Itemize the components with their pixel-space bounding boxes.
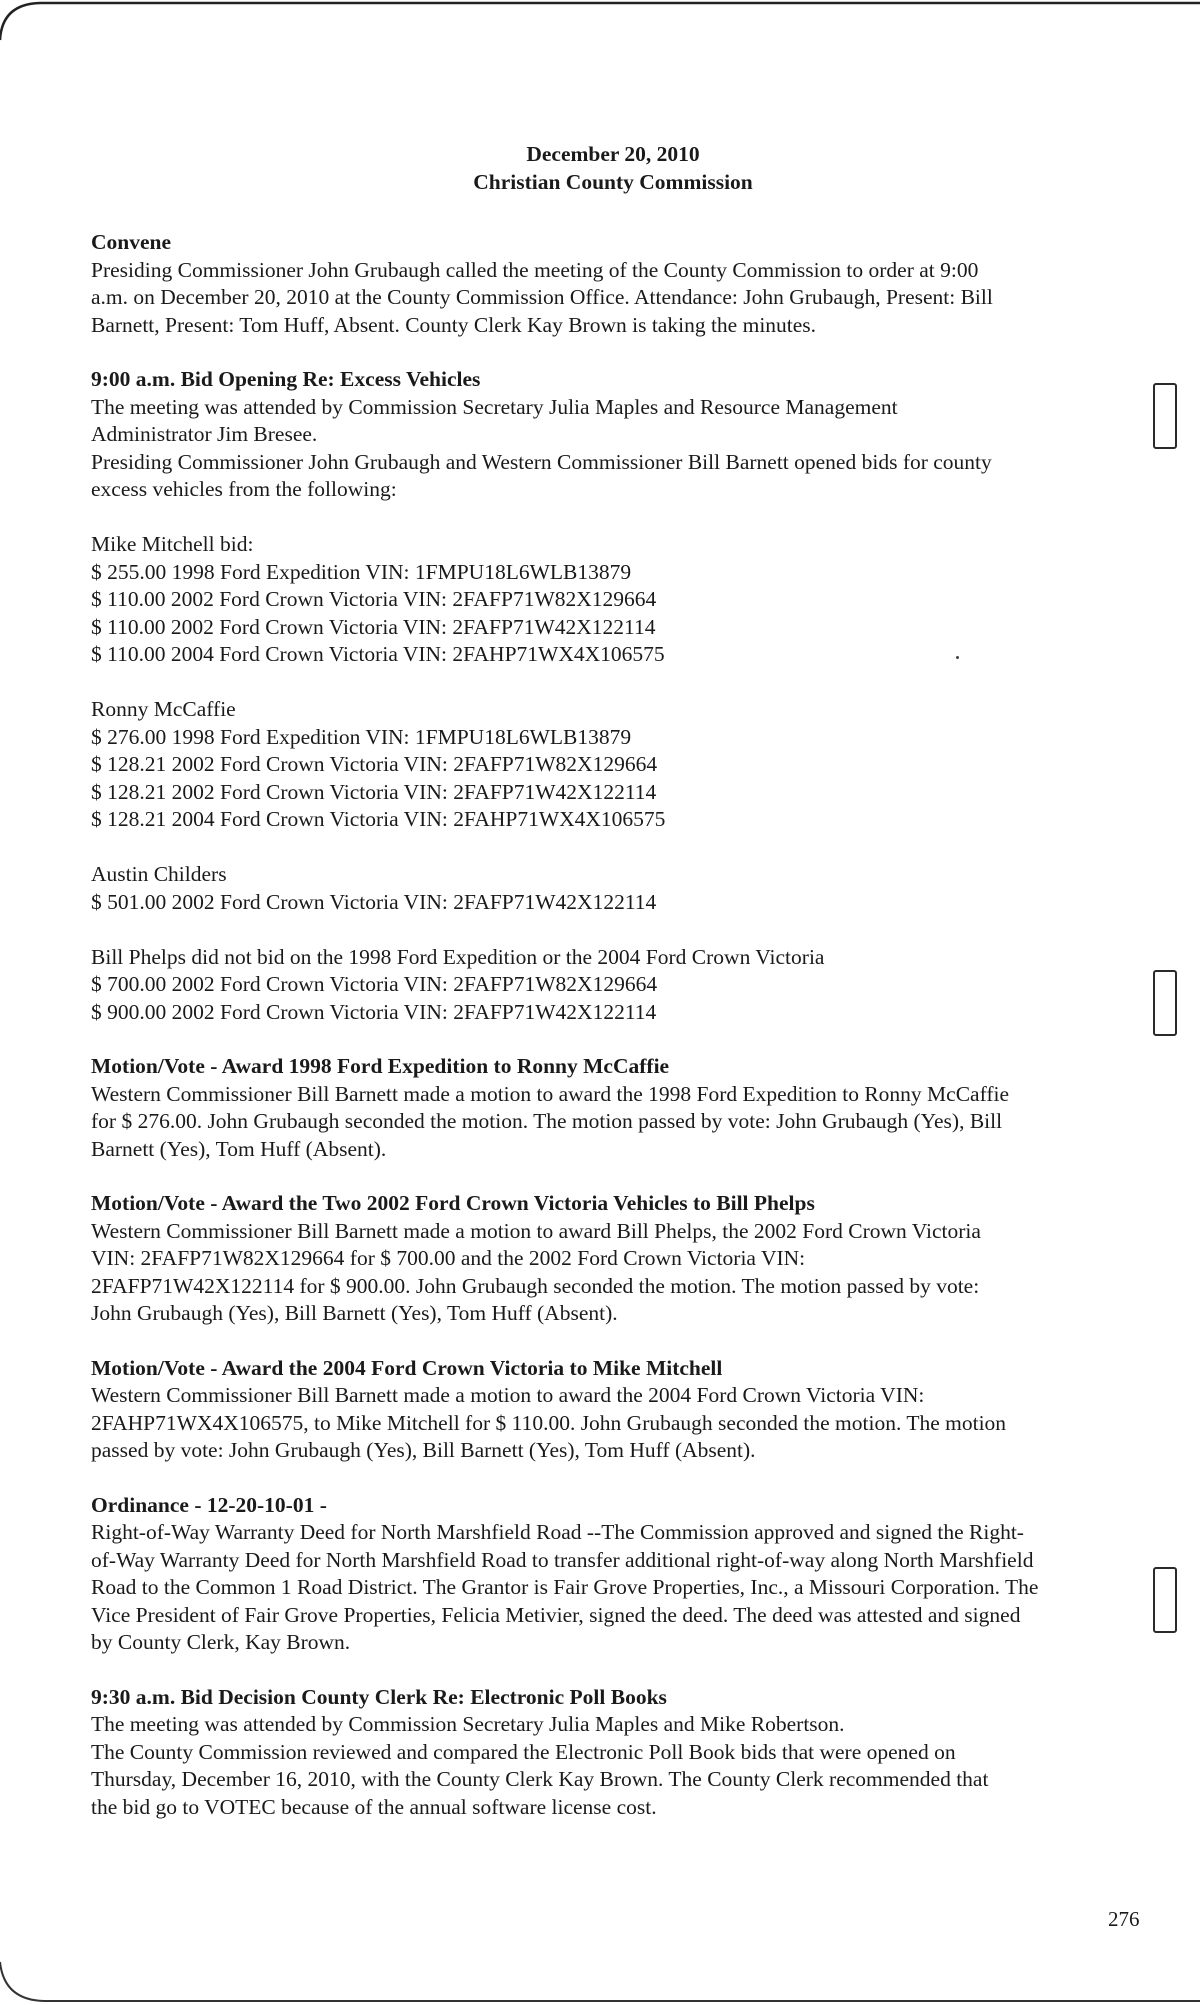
section-motion-expedition xyxy=(91,1053,1151,1163)
bidder-name: Bill Phelps did not bid on the 1998 Ford Expedition or the 2004 Ford Crown Victoria xyxy=(91,944,825,969)
page-bottom-border xyxy=(0,1962,1200,2001)
bid-line: $ 700.00 2002 Ford Crown Victoria VIN: 2FAFP71W82X129664 xyxy=(91,972,658,996)
paragraph-line: The meeting was attended by Commission Secretary Julia Maples and Resource Management xyxy=(91,394,898,419)
paragraph-line: John Grubaugh (Yes), Bill Barnett (Yes), Tom Huff (Absent). xyxy=(91,1301,618,1325)
section-heading: 9:00 a.m. Bid Opening Re: Excess Vehicles xyxy=(91,367,481,391)
paragraph-line: Road to the Common 1 Road District. The Grantor is Fair Grove Properties, Inc., a Missouri Corporation. The xyxy=(91,1575,1039,1599)
minutes-document xyxy=(91,140,1151,1821)
paragraph-line: The meeting was attended by Commission Secretary Julia Maples and Mike Robertson. xyxy=(91,1712,845,1736)
page-number: 276 xyxy=(1108,1907,1140,1931)
paragraph-line: Presiding Commissioner John Grubaugh and Western Commissioner Bill Barnett opened bids for county xyxy=(91,449,992,474)
section-convene xyxy=(91,229,1151,339)
bidder-block xyxy=(91,696,1151,834)
bidder-block xyxy=(91,944,1151,1027)
section-heading: Convene xyxy=(91,230,172,254)
bid-line: $ 900.00 2002 Ford Crown Victoria VIN: 2FAFP71W42X122114 xyxy=(91,999,657,1024)
paragraph-line: for $ 276.00. John Grubaugh seconded the motion. The motion passed by vote: John Grubaugh (Yes), Bill xyxy=(91,1109,1003,1133)
bidder-name: Mike Mitchell bid: xyxy=(91,532,254,556)
paragraph-line: of-Way Warranty Deed for North Marshfield Road to transfer additional right-of-way along North Marshfield xyxy=(91,1547,1034,1572)
section-ordinance xyxy=(91,1492,1151,1657)
paragraph-line: the bid go to VOTEC because of the annual software license cost. xyxy=(91,1794,657,1819)
margin-bracket xyxy=(1153,383,1177,449)
paragraph-line: excess vehicles from the following: xyxy=(91,477,397,501)
bid-line: $ 276.00 1998 Ford Expedition VIN: 1FMPU18L6WLB13879 xyxy=(91,724,632,749)
section-poll-books xyxy=(91,1684,1151,1822)
commission-name: Christian County Commission xyxy=(473,170,753,194)
bidder-block xyxy=(91,531,1151,669)
bid-line: $ 110.00 2004 Ford Crown Victoria VIN: 2FAHP71WX4X106575 xyxy=(91,642,665,666)
paragraph-line: Administrator Jim Bresee. xyxy=(91,422,318,446)
section-heading: 9:30 a.m. Bid Decision County Clerk Re: Electronic Poll Books xyxy=(91,1684,667,1709)
section-heading: Motion/Vote - Award the 2004 Ford Crown Victoria to Mike Mitchell xyxy=(91,1355,723,1380)
section-heading: Motion/Vote - Award the Two 2002 Ford Crown Victoria Vehicles to Bill Phelps xyxy=(91,1191,815,1215)
paragraph-line: Thursday, December 16, 2010, with the County Clerk Kay Brown. The County Clerk recommended that xyxy=(91,1767,989,1791)
paragraph-line: by County Clerk, Kay Brown. xyxy=(91,1630,351,1654)
bidder-name: Ronny McCaffie xyxy=(91,697,236,721)
bid-line: $ 501.00 2002 Ford Crown Victoria VIN: 2FAFP71W42X122114 xyxy=(91,889,657,914)
bidder-block xyxy=(91,861,1151,916)
section-bid-opening xyxy=(91,366,1151,1026)
margin-bracket xyxy=(1153,970,1177,1036)
paragraph-line: Presiding Commissioner John Grubaugh called the meeting of the County Commission to order at 9:00 xyxy=(91,257,979,282)
paragraph-line: Western Commissioner Bill Barnett made a motion to award Bill Phelps, the 2002 Ford Crown Victoria xyxy=(91,1218,981,1243)
paragraph-line: a.m. on December 20, 2010 at the County Commission Office. Attendance: John Grubaugh, Present: Bill xyxy=(91,285,993,309)
bid-line: $ 128.21 2002 Ford Crown Victoria VIN: 2FAFP71W82X129664 xyxy=(91,752,658,776)
bid-line: $ 110.00 2002 Ford Crown Victoria VIN: 2FAFP71W82X129664 xyxy=(91,587,657,611)
paragraph-line: 2FAFP71W42X122114 for $ 900.00. John Grubaugh seconded the motion. The motion passed by vote: xyxy=(91,1273,980,1298)
paragraph-line: Western Commissioner Bill Barnett made a motion to award the 1998 Ford Expedition to Ronny McCaffie xyxy=(91,1081,1010,1106)
paragraph-line: Barnett, Present: Tom Huff, Absent. County Clerk Kay Brown is taking the minutes. xyxy=(91,312,817,337)
bid-line: $ 128.21 2002 Ford Crown Victoria VIN: 2FAFP71W42X122114 xyxy=(91,779,657,804)
paragraph-line: VIN: 2FAFP71W82X129664 for $ 700.00 and the 2002 Ford Crown Victoria VIN: xyxy=(91,1246,806,1270)
section-heading: Motion/Vote - Award 1998 Ford Expedition to Ronny McCaffie xyxy=(91,1054,670,1078)
paragraph-line: The County Commission reviewed and compared the Electronic Poll Book bids that were opened on xyxy=(91,1739,956,1764)
bid-line: $ 110.00 2002 Ford Crown Victoria VIN: 2FAFP71W42X122114 xyxy=(91,614,656,639)
document-header xyxy=(83,140,1143,196)
paragraph-line: Western Commissioner Bill Barnett made a motion to award the 2004 Ford Crown Victoria VIN: xyxy=(91,1383,925,1407)
section-motion-mitchell xyxy=(91,1355,1151,1465)
bid-line: $ 255.00 1998 Ford Expedition VIN: 1FMPU18L6WLB13879 xyxy=(91,559,632,584)
margin-bracket xyxy=(1153,1567,1177,1633)
paragraph-line: Vice President of Fair Grove Properties, Felicia Metivier, signed the deed. The deed was attested and signed xyxy=(91,1602,1021,1627)
paragraph-line: Right-of-Way Warranty Deed for North Marshfield Road --The Commission approved and signed the Right- xyxy=(91,1520,1024,1544)
paragraph-line: 2FAHP71WX4X106575, to Mike Mitchell for $ 110.00. John Grubaugh seconded the motion. The motion xyxy=(91,1410,1007,1435)
bidder-name: Austin Childers xyxy=(91,862,227,886)
paragraph-line: Barnett (Yes), Tom Huff (Absent). xyxy=(91,1136,387,1161)
paragraph-line: passed by vote: John Grubaugh (Yes), Bill Barnett (Yes), Tom Huff (Absent). xyxy=(91,1438,756,1462)
meeting-date: December 20, 2010 xyxy=(526,142,700,166)
page-top-border xyxy=(0,3,1200,40)
bid-line: $ 128.21 2004 Ford Crown Victoria VIN: 2FAHP71WX4X106575 xyxy=(91,807,666,831)
section-motion-phelps xyxy=(91,1190,1151,1328)
section-heading: Ordinance - 12-20-10-01 - xyxy=(91,1492,327,1517)
